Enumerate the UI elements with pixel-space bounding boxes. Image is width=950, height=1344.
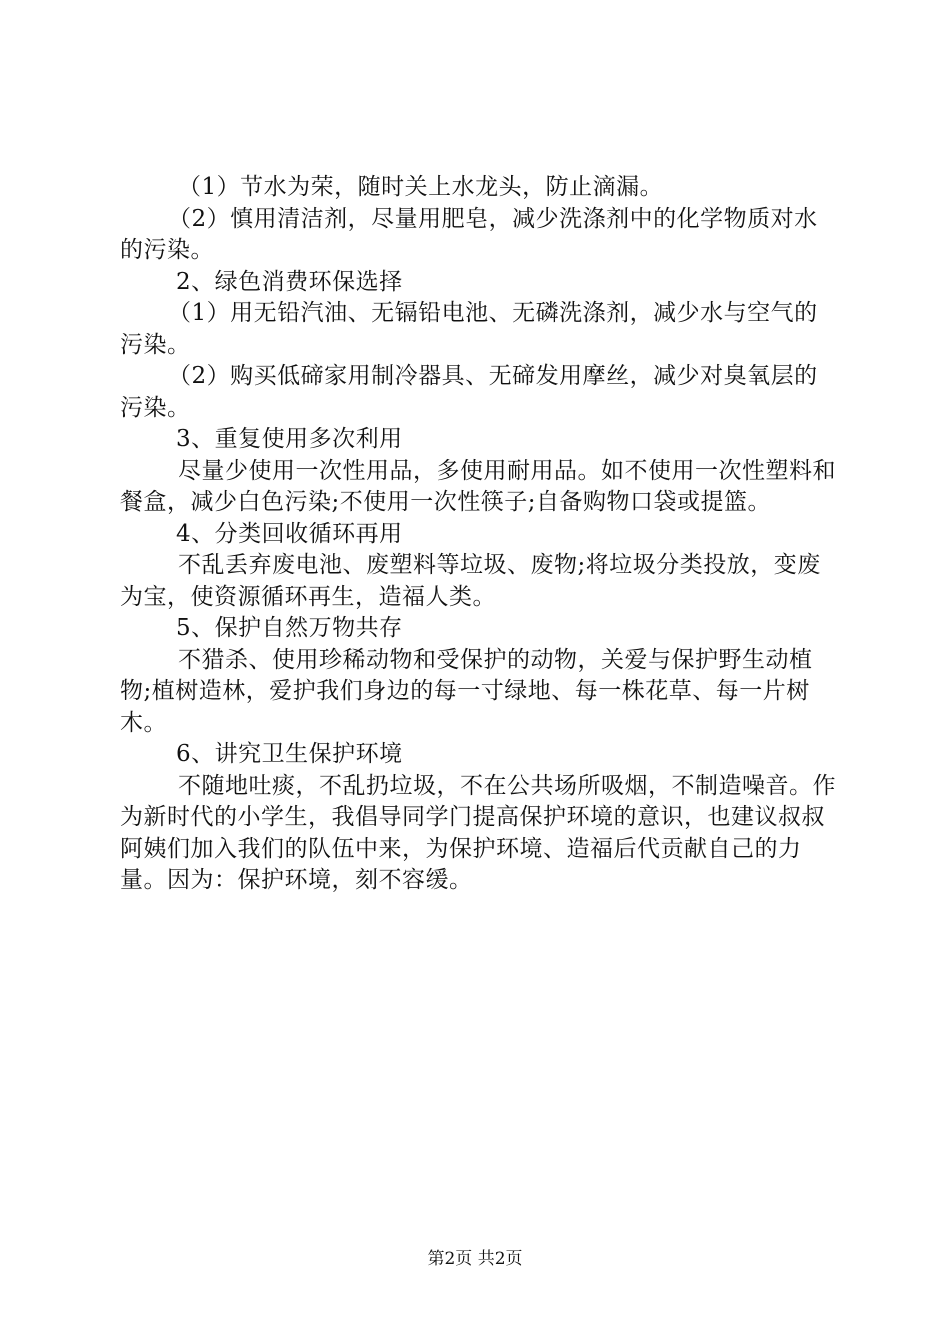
page-number-label: 第2页 共2页 xyxy=(427,1249,523,1269)
document-body xyxy=(120,172,836,897)
paragraph-reuse-body: 尽量少使用一次性用品，多使用耐用品。如不使用一次性塑料和餐盒，减少白色污染;不使用一次性筷子;自备购物口袋或提篮。 xyxy=(120,457,836,515)
paragraph-low-ozone-appliances: （2）购买低碲家用制冷器具、无碲发用摩丝，减少对臭氧层的污染。 xyxy=(120,363,818,421)
section-heading-hygiene: 6、讲究卫生保护环境 xyxy=(176,741,403,767)
section-heading-nature-protection: 5、保护自然万物共存 xyxy=(176,615,403,641)
paragraph-cleaning-agents: （2）慎用清洁剂，尽量用肥皂，减少洗涤剂中的化学物质对水的污染。 xyxy=(120,205,818,263)
section-heading-reuse: 3、重复使用多次利用 xyxy=(176,426,403,452)
paragraph-hygiene-body: 不随地吐痰，不乱扔垃圾，不在公共场所吸烟，不制造噪音。作为新时代的小学生，我倡导同学门提高保护环境的意识，也建议叔叔阿姨们加入我们的队伍中来，为保护环境、造福后代贡献自己的力量。因为：保护环境，刻不容缓。 xyxy=(120,772,836,893)
section-heading-green-consumption: 2、绿色消费环保选择 xyxy=(176,268,403,295)
section-heading-recycling: 4、分类回收循环再用 xyxy=(176,520,403,547)
paragraph-unleaded-products: （1）用无铅汽油、无镉铅电池、无磷洗涤剂，减少水与空气的污染。 xyxy=(120,300,818,358)
paragraph-water-saving: （1）节水为荣，随时关上水龙头，防止滴漏。 xyxy=(178,174,664,200)
page-footer xyxy=(0,1244,950,1269)
paragraph-recycling-body: 不乱丢弃废电池、废塑料等垃圾、废物;将垃圾分类投放，变废为宝，使资源循环再生，造福人类。 xyxy=(120,552,821,610)
paragraph-nature-body: 不猎杀、使用珍稀动物和受保护的动物，关爱与保护野生动植物;植树造林，爱护我们身边的每一寸绿地、每一株花草、每一片树木。 xyxy=(120,646,813,736)
